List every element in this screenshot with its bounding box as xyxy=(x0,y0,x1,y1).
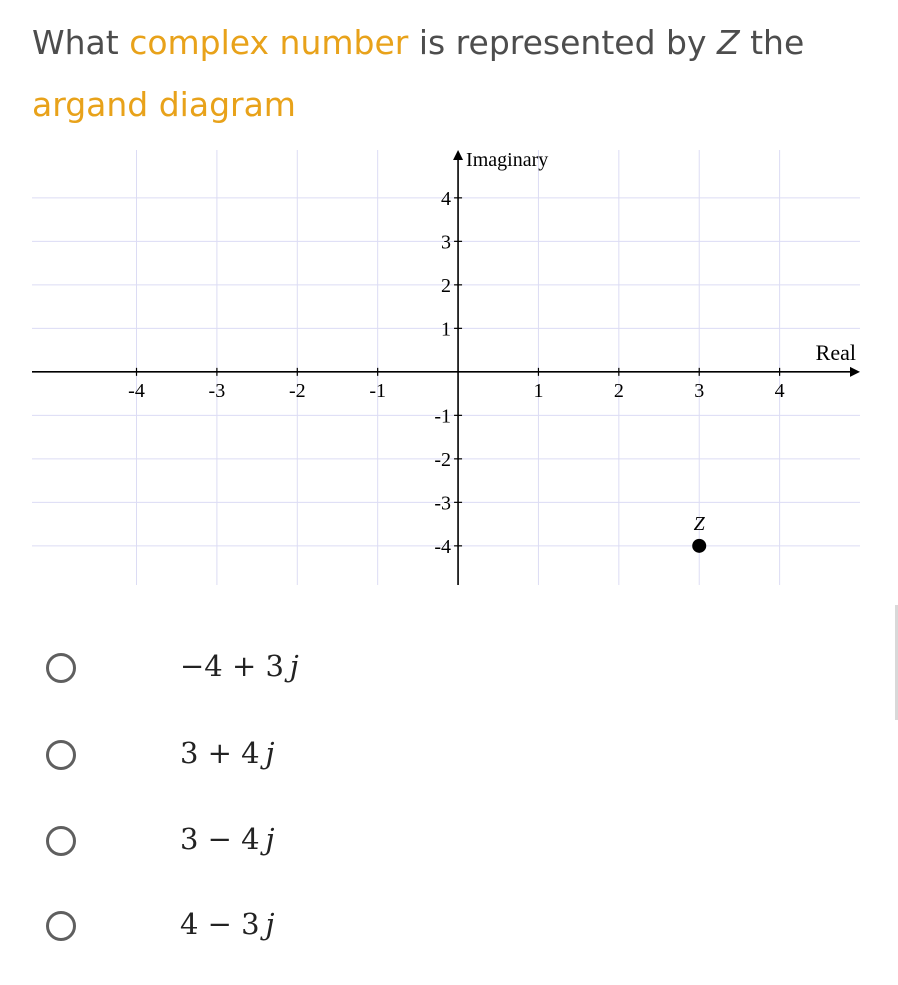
question-variable: Z xyxy=(716,23,740,62)
y-tick-label: -4 xyxy=(434,535,452,558)
option-d-label xyxy=(180,907,274,941)
argand-diagram xyxy=(0,140,898,590)
tick-labels xyxy=(128,149,856,558)
option-a-unit: j xyxy=(289,649,299,683)
x-tick-label: 3 xyxy=(694,379,705,402)
x-tick-label: -3 xyxy=(208,379,226,402)
option-a-label xyxy=(180,649,299,683)
option-b-radio[interactable] xyxy=(46,740,76,770)
option-b-unit: j xyxy=(265,736,275,770)
question-part-3: the xyxy=(739,23,805,62)
option-b[interactable] xyxy=(40,727,560,787)
option-c-radio[interactable] xyxy=(46,826,76,856)
points xyxy=(692,513,706,553)
option-a-radio[interactable] xyxy=(46,653,76,683)
question-highlight-complex-number: complex number xyxy=(129,23,409,62)
option-a[interactable] xyxy=(40,640,560,700)
question-part-2: is represented by xyxy=(408,23,717,62)
point-z-label: Z xyxy=(693,512,705,535)
option-c-unit: j xyxy=(265,822,275,856)
axes xyxy=(32,150,860,585)
option-c-label xyxy=(180,822,274,856)
option-d-expression: 4 − 3 xyxy=(180,907,266,941)
real-axis-label: Real xyxy=(815,339,856,365)
x-tick-label: -4 xyxy=(128,379,145,402)
y-tick-label: 4 xyxy=(441,187,452,210)
real-axis-arrow xyxy=(850,367,860,377)
option-c[interactable] xyxy=(40,813,560,873)
question-text xyxy=(32,12,872,136)
question-part-1: What xyxy=(32,23,130,62)
x-tick-label: 4 xyxy=(774,379,785,402)
question-highlight-argand-diagram: argand diagram xyxy=(32,85,296,124)
x-tick-label: 2 xyxy=(613,379,624,402)
option-d-radio[interactable] xyxy=(46,911,76,941)
x-tick-label: 1 xyxy=(533,379,544,402)
point-z xyxy=(692,539,706,553)
option-a-expression: −4 + 3 xyxy=(180,649,290,683)
y-tick-label: 1 xyxy=(441,318,452,341)
y-tick-label: -3 xyxy=(434,492,452,515)
imaginary-axis-label: Imaginary xyxy=(466,149,549,171)
y-tick-label: -2 xyxy=(434,448,452,471)
y-tick-label: -1 xyxy=(434,405,452,428)
option-b-label xyxy=(180,736,274,770)
x-tick-label: -2 xyxy=(288,379,306,402)
y-tick-label: 2 xyxy=(441,274,452,297)
option-d-unit: j xyxy=(265,907,275,941)
x-tick-label: -1 xyxy=(369,379,387,402)
option-b-expression: 3 + 4 xyxy=(180,736,266,770)
imaginary-axis-arrow xyxy=(453,150,463,160)
grid xyxy=(32,150,860,585)
option-c-expression: 3 − 4 xyxy=(180,822,266,856)
y-tick-label: 3 xyxy=(441,231,452,254)
option-d[interactable] xyxy=(40,898,560,958)
